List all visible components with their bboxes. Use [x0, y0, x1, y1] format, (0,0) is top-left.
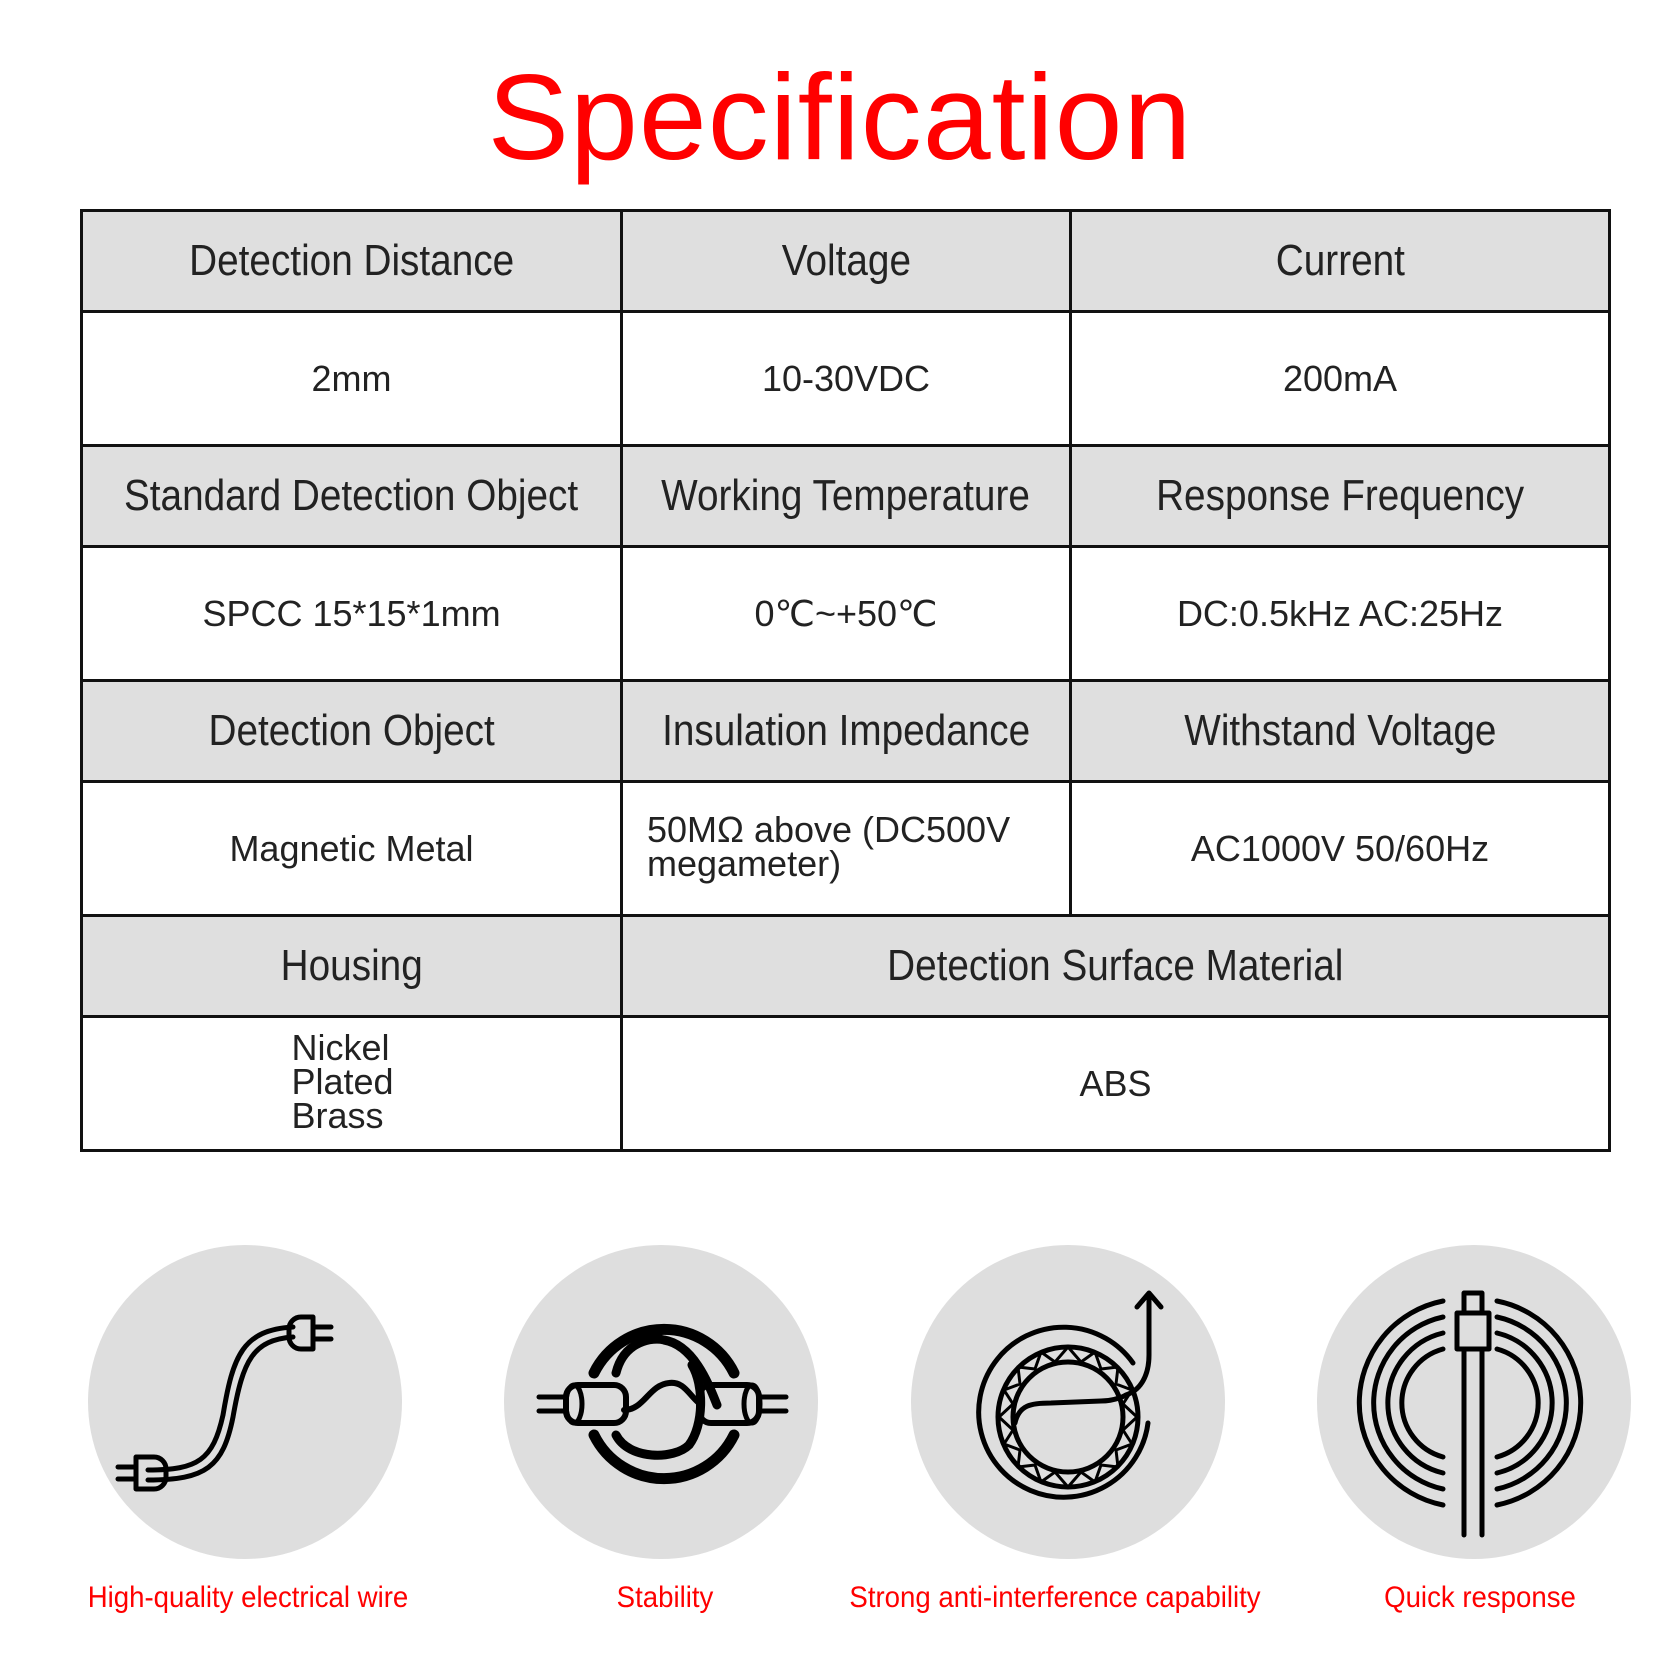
value-cell: Nickel Plated Brass	[82, 1017, 622, 1151]
value-cell: 2mm	[82, 312, 622, 446]
feature-caption: Stability	[616, 1581, 714, 1614]
page-title: Specification	[487, 49, 1193, 185]
table-value-row	[82, 782, 1610, 916]
table-header-row	[82, 446, 1610, 547]
table-header-row	[82, 681, 1610, 782]
header-cell: Detection Object	[82, 681, 622, 782]
value-cell: ABS	[622, 1017, 1610, 1151]
cable-connection-icon	[504, 1245, 818, 1559]
value-cell: 0℃~+50℃	[622, 547, 1071, 681]
header-cell: Withstand Voltage	[1071, 681, 1610, 782]
header-cell: Response Frequency	[1071, 446, 1610, 547]
header-cell: Working Temperature	[622, 446, 1071, 547]
table-value-row	[82, 312, 1610, 446]
feature-caption: Quick response	[1384, 1581, 1576, 1614]
table-header-row	[82, 916, 1610, 1017]
table-value-row	[82, 1017, 1610, 1151]
feature-caption: Strong anti-interference capability	[849, 1581, 1261, 1614]
value-cell: 200mA	[1071, 312, 1610, 446]
header-cell: Insulation Impedance	[622, 681, 1071, 782]
power-cord-icon	[88, 1245, 402, 1559]
specification-table	[80, 209, 1611, 1152]
shielded-cable-icon	[911, 1245, 1225, 1559]
feature-caption: High-quality electrical wire	[87, 1581, 409, 1614]
table-header-row	[82, 211, 1610, 312]
value-cell: 50MΩ above (DC500V megameter)	[622, 782, 1071, 916]
header-cell: Housing	[82, 916, 622, 1017]
value-cell: 10-30VDC	[622, 312, 1071, 446]
table-value-row	[82, 547, 1610, 681]
header-cell: Voltage	[622, 211, 1071, 312]
value-cell: Magnetic Metal	[82, 782, 622, 916]
value-cell: DC:0.5kHz AC:25Hz	[1071, 547, 1610, 681]
header-cell: Current	[1071, 211, 1610, 312]
value-cell: AC1000V 50/60Hz	[1071, 782, 1610, 916]
header-cell: Detection Surface Material	[622, 916, 1610, 1017]
header-cell: Standard Detection Object	[82, 446, 622, 547]
value-cell: SPCC 15*15*1mm	[82, 547, 622, 681]
coiled-cable-icon	[1317, 1245, 1631, 1559]
header-cell: Detection Distance	[82, 211, 622, 312]
